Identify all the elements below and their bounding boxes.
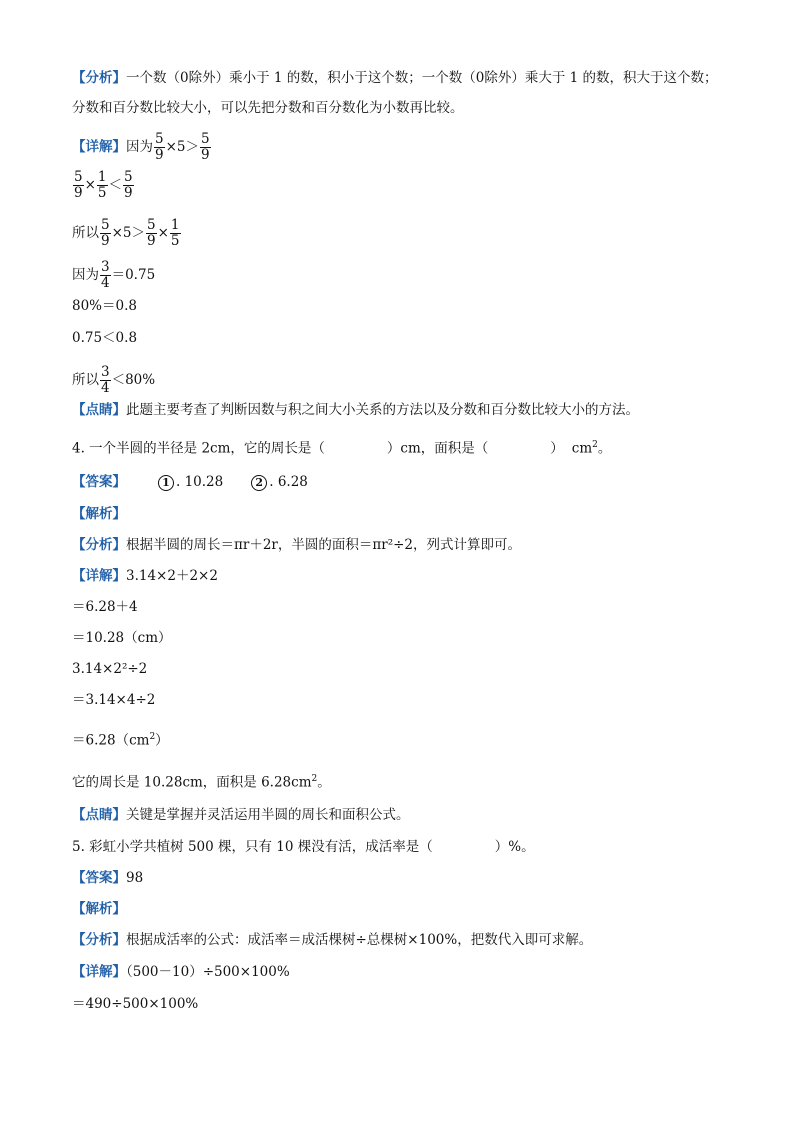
detail-line-5: 80%＝0.8	[72, 298, 137, 314]
detail-text: 因为	[72, 267, 99, 283]
superscript: 2	[149, 732, 156, 742]
operator: ×5＞	[165, 139, 199, 155]
detail-tag: 【详解】	[72, 139, 126, 155]
detail-text: 所以	[72, 225, 99, 241]
superscript: 2	[311, 774, 318, 784]
analysis-line-q5	[72, 931, 592, 949]
detail-line-q4-4: 3.14×2²÷2	[72, 661, 148, 677]
fraction: $\frac{5}{9}$	[155, 131, 164, 163]
answer-tag: 【答案】	[72, 870, 126, 886]
detail-text: ＝0.75	[111, 267, 156, 283]
analysis-tag: 【分析】	[72, 537, 126, 553]
analysis-line-q4	[72, 536, 521, 554]
fraction: $\frac{5}{9}$	[147, 217, 156, 249]
comment-text: 关键是掌握并灵活运用半圆的周长和面积公式。	[126, 807, 410, 823]
analysis-tag: 【分析】	[72, 932, 126, 948]
analysis-text-2: 分数和百分数比较大小，可以先把分数和百分数化为小数再比较。	[72, 100, 464, 116]
detail-line-q4-2: ＝6.28＋4	[72, 599, 138, 615]
question-5	[72, 838, 535, 856]
answer-value: . 6.28	[269, 474, 308, 490]
operator: ＜	[108, 177, 122, 193]
analysis-text: 根据成活率的公式：成活率＝成活棵树÷总棵树×100%，把数代入即可求解。	[126, 932, 593, 948]
answer-tag: 【答案】	[72, 474, 126, 490]
detail-text: ＜80%	[111, 372, 156, 388]
question-text: 5. 彩虹小学共植树 500 棵，只有 10 棵没有活，成活率是（	[72, 839, 433, 855]
detail-line-q4-1	[72, 567, 218, 585]
answer-line-5	[72, 869, 143, 887]
fraction: $\frac{5}{9}$	[124, 169, 133, 201]
answer-number-2: 2	[251, 475, 267, 491]
analysis-line-2	[72, 99, 464, 117]
detail-text: ＝6.28（	[72, 732, 130, 749]
question-4	[72, 436, 611, 458]
detail-line-7	[72, 365, 155, 396]
conclusion-q4	[72, 770, 331, 792]
detail-tag: 【详解】	[72, 964, 126, 980]
analysis-text-1: 一个数（0除外）乘小于 1 的数，积小于这个数；一个数（0除外）乘大于 1 的数，积大于这个数；	[126, 70, 718, 86]
detail-text: ）	[155, 732, 169, 749]
conclusion-text: 。	[317, 774, 331, 791]
detail-line-q4-3: ＝10.28（cm）	[72, 630, 172, 646]
analysis-text: 根据半圆的周长＝πr＋2r，半圆的面积＝πr²÷2，列式计算即可。	[126, 537, 522, 553]
detail-line-q5-2: ＝490÷500×100%	[72, 996, 199, 1012]
detail-tag: 【详解】	[72, 568, 126, 584]
unit: cm	[291, 774, 312, 791]
question-text: 4. 一个半圆的半径是 2cm，它的周长是（	[72, 440, 325, 457]
question-text: ）cm，面积是（	[386, 440, 489, 457]
operator: ×	[84, 177, 96, 193]
operator: ×	[157, 225, 169, 241]
question-text: ）	[550, 440, 564, 457]
fraction: $\frac{3}{4}$	[101, 259, 110, 291]
detail-line-6: 0.75＜0.8	[72, 330, 138, 346]
question-text: 。	[597, 440, 612, 457]
detail-line-q5-1	[72, 963, 290, 981]
detail-text: 所以	[72, 372, 99, 388]
detail-line-4	[72, 260, 155, 291]
analysis-tag: 【分析】	[72, 70, 126, 86]
answer-value: 98	[126, 870, 144, 886]
unit: cm	[129, 732, 150, 749]
detail-text: 因为	[126, 139, 153, 155]
detail-text: （500－10）÷500×100%	[126, 964, 290, 980]
jiexi-tag: 【解析】	[72, 506, 126, 522]
comment-tag: 【点睛】	[72, 402, 126, 418]
question-text: ）%。	[494, 839, 535, 855]
fraction: $\frac{3}{4}$	[101, 364, 110, 396]
conclusion-text: 它的周长是 10.28cm，面积是 6.28	[72, 774, 292, 791]
answer-line-4	[72, 473, 308, 491]
comment-line	[72, 401, 639, 419]
fraction: $\frac{1}{5}$	[170, 217, 180, 249]
fraction: $\frac{5}{9}$	[101, 217, 110, 249]
detail-line-1	[72, 132, 212, 163]
detail-line-q4-5: ＝3.14×4÷2	[72, 692, 156, 708]
detail-line-q4-6	[72, 728, 169, 750]
detail-line-3	[72, 218, 182, 249]
detail-line-2	[72, 170, 135, 201]
fraction: $\frac{1}{5}$	[97, 169, 107, 201]
fraction: $\frac{5}{9}$	[201, 131, 210, 163]
jiexi-tag: 【解析】	[72, 901, 126, 917]
comment-tag: 【点睛】	[72, 807, 126, 823]
operator: ×5＞	[111, 225, 145, 241]
comment-line-q4	[72, 806, 410, 824]
analysis-line-1	[72, 69, 718, 87]
fraction: $\frac{5}{9}$	[74, 169, 83, 201]
answer-number-1: 1	[158, 475, 174, 491]
superscript: 2	[592, 440, 598, 450]
answer-value: . 10.28	[176, 474, 224, 490]
detail-text: 3.14×2＋2×2	[126, 568, 218, 584]
comment-text: 此题主要考查了判断因数与积之间大小关系的方法以及分数和百分数比较大小的方法。	[126, 402, 639, 418]
unit: cm	[571, 440, 593, 457]
